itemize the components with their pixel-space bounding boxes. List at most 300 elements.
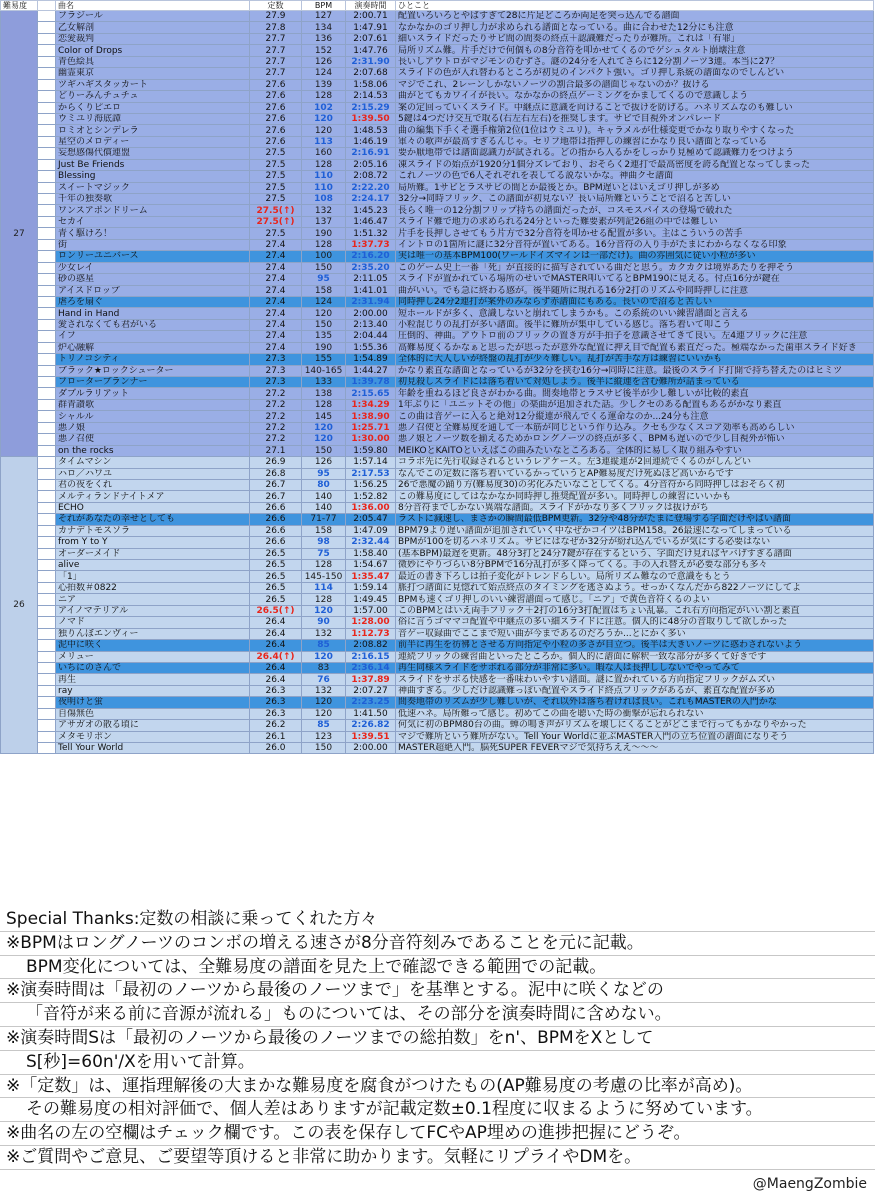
constant-value: 27.6 bbox=[250, 79, 302, 90]
play-time: 1:37.89 bbox=[346, 674, 396, 685]
bpm-value: 150 bbox=[302, 743, 346, 754]
bpm-value: 110 bbox=[302, 182, 346, 193]
bpm-value: 152 bbox=[302, 45, 346, 56]
play-time: 1:41.01 bbox=[346, 285, 396, 296]
play-time: 1:39.78 bbox=[346, 377, 396, 388]
check-cell[interactable] bbox=[38, 537, 56, 548]
bpm-value: 190 bbox=[302, 342, 346, 353]
play-time: 1:36.00 bbox=[346, 502, 396, 513]
song-name: 星空のメロディー bbox=[56, 136, 250, 147]
comment-text: このBPMとはいえ両手フリック＋2打の16分3打配置はちょい乱暴。これ右方向指定がいい割と素直 bbox=[396, 605, 874, 616]
header-check bbox=[38, 1, 56, 11]
song-name: Just Be Friends bbox=[56, 159, 250, 170]
song-name: 独りんぼエンヴィー bbox=[56, 628, 250, 639]
play-time: 1:47.91 bbox=[346, 22, 396, 33]
check-cell[interactable] bbox=[38, 56, 56, 67]
comment-text: 同時押し24分2連打が案外のみならず赤譜面にもある。長いので沼ると苦しい bbox=[396, 296, 874, 307]
song-name: 心拍数＃0822 bbox=[56, 582, 250, 593]
comment-text: 音ゲー収録曲でここまで短い曲が今まであるのだろうか...とにかく多い bbox=[396, 628, 874, 639]
bpm-value: 124 bbox=[302, 296, 346, 307]
bpm-value: 123 bbox=[302, 731, 346, 742]
song-name: Hand in Hand bbox=[56, 308, 250, 319]
bpm-value: 95 bbox=[302, 468, 346, 479]
check-cell[interactable] bbox=[38, 194, 56, 205]
check-cell[interactable] bbox=[38, 560, 56, 571]
check-cell[interactable] bbox=[38, 743, 56, 754]
constant-value: 27.4 bbox=[250, 274, 302, 285]
play-time: 2:24.17 bbox=[346, 194, 396, 205]
constant-value: 26.5 bbox=[250, 594, 302, 605]
table-row bbox=[1, 296, 874, 307]
play-time: 2:15.65 bbox=[346, 388, 396, 399]
header-bpm: BPM bbox=[302, 1, 346, 11]
table-row bbox=[1, 148, 874, 159]
comment-text: マジで難所という難所がない。Tell Your Worldに並ぶMASTER入門の立ち位置の譜面になりそう bbox=[396, 731, 874, 742]
constant-value: 27.4 bbox=[250, 319, 302, 330]
constant-value: 27.3 bbox=[250, 365, 302, 376]
comment-text: 片手を長押しさせてもう片方で32分音符を叩かせる配置が多い。主はこういうの苦手 bbox=[396, 228, 874, 239]
note-line: ※ご質問やご意見、ご要望等頂けると非常に助かります。気軽にリプライやDMを。 bbox=[0, 1146, 875, 1170]
bpm-value: 136 bbox=[302, 33, 346, 44]
table-row bbox=[1, 720, 874, 731]
bpm-value: 113 bbox=[302, 136, 346, 147]
comment-text: 神曲すぎる。少しだけ認識難っぽい配置やスライド終点フリックがあるが、素直な配置が多め bbox=[396, 685, 874, 696]
check-cell[interactable] bbox=[38, 113, 56, 124]
song-name: 再生 bbox=[56, 674, 250, 685]
check-cell[interactable] bbox=[38, 651, 56, 662]
bpm-value: 127 bbox=[302, 11, 346, 22]
play-time: 2:14.53 bbox=[346, 91, 396, 102]
song-name: それがあなたの幸せとしても bbox=[56, 514, 250, 525]
comment-text: 案の定回っていくスライド。中継点に意識を向けることで抜けを防げる。ハネリズムなのも難しい bbox=[396, 102, 874, 113]
check-cell[interactable] bbox=[38, 365, 56, 376]
constant-value: 27.7 bbox=[250, 33, 302, 44]
bpm-value: 155 bbox=[302, 354, 346, 365]
constant-value: 26.0 bbox=[250, 743, 302, 754]
song-name: トリノコシティ bbox=[56, 354, 250, 365]
constant-value: 27.6 bbox=[250, 125, 302, 136]
comment-text: 長らく唯一の12分割フリップ持ちの譜面だったが、コスモスパイスの登場で破れた bbox=[396, 205, 874, 216]
check-cell[interactable] bbox=[38, 342, 56, 353]
check-cell[interactable] bbox=[38, 216, 56, 227]
constant-value: 27.2 bbox=[250, 388, 302, 399]
check-cell[interactable] bbox=[38, 720, 56, 731]
constant-value: 27.5 bbox=[250, 171, 302, 182]
check-cell[interactable] bbox=[38, 491, 56, 502]
table-row bbox=[1, 548, 874, 559]
song-name: 乙女解剖 bbox=[56, 22, 250, 33]
check-cell[interactable] bbox=[38, 399, 56, 410]
note-line: ※「定数」は、運指理解後の大まかな難易度を腐食がつけたもの(AP難易度の考慮の比率が高め)。 bbox=[0, 1075, 875, 1099]
check-cell[interactable] bbox=[38, 331, 56, 342]
check-cell[interactable] bbox=[38, 354, 56, 365]
table-row bbox=[1, 171, 874, 182]
bpm-value: 114 bbox=[302, 582, 346, 593]
check-cell[interactable] bbox=[38, 308, 56, 319]
play-time: 1:37.73 bbox=[346, 239, 396, 250]
comment-text: 低速ハネ。局所難って感じ。初めてこの曲を聴いた時の衝撃が忘れられない bbox=[396, 708, 874, 719]
check-cell[interactable] bbox=[38, 502, 56, 513]
bpm-value: 140-165 bbox=[302, 365, 346, 376]
song-name: メタモリポン bbox=[56, 731, 250, 742]
constant-value: 27.2 bbox=[250, 411, 302, 422]
play-time: 1:35.47 bbox=[346, 571, 396, 582]
play-time: 2:36.14 bbox=[346, 662, 396, 673]
comment-text: 圧倒的、神曲。アウトロ前のフリックの置き方が手拍子を意識させてきて良い。左4連フリックに注意 bbox=[396, 331, 874, 342]
note-line: ※演奏時間Sは「最初のノーツから最後のノーツまでの総拍数」をn'、BPMをXとして bbox=[0, 1027, 875, 1051]
check-cell[interactable] bbox=[38, 45, 56, 56]
constant-value: 27.5(↑) bbox=[250, 205, 302, 216]
check-cell[interactable] bbox=[38, 159, 56, 170]
table-row bbox=[1, 274, 874, 285]
comment-text: 最近の書き下ろしは拍子変化がトレンドらしい。局所リズム難なので意識をもとう bbox=[396, 571, 874, 582]
table-row bbox=[1, 605, 874, 616]
play-time: 2:08.82 bbox=[346, 640, 396, 651]
check-cell[interactable] bbox=[38, 79, 56, 90]
check-cell[interactable] bbox=[38, 731, 56, 742]
comment-text: スライドの色が入れ替わるところが初見のインパクト強い。ゴリ押し系統の譜面なのでしんどい bbox=[396, 68, 874, 79]
song-name: ツギハギスタッカート bbox=[56, 79, 250, 90]
check-cell[interactable] bbox=[38, 102, 56, 113]
song-name: 幽霊東京 bbox=[56, 68, 250, 79]
check-cell[interactable] bbox=[38, 640, 56, 651]
table-row bbox=[1, 365, 874, 376]
constant-value: 27.5 bbox=[250, 194, 302, 205]
check-cell[interactable] bbox=[38, 182, 56, 193]
bpm-value: 120 bbox=[302, 113, 346, 124]
play-time: 1:49.45 bbox=[346, 594, 396, 605]
constant-value: 27.5 bbox=[250, 182, 302, 193]
check-cell[interactable] bbox=[38, 571, 56, 582]
table-row bbox=[1, 205, 874, 216]
play-time: 2:04.44 bbox=[346, 331, 396, 342]
comment-text: 局所難。1サビとラスサビの間とか最後とか。BPM遅いとはいえゴリ押しが多め bbox=[396, 182, 874, 193]
song-name: スイートマジック bbox=[56, 182, 250, 193]
play-time: 2:05.47 bbox=[346, 514, 396, 525]
play-time: 1:59.14 bbox=[346, 582, 396, 593]
check-cell[interactable] bbox=[38, 319, 56, 330]
comment-text: 連続フリックの練習曲といったところか。個人的に譜面に解釈一致な部分が多くて好きです bbox=[396, 651, 874, 662]
check-cell[interactable] bbox=[38, 11, 56, 22]
table-row bbox=[1, 537, 874, 548]
check-cell[interactable] bbox=[38, 685, 56, 696]
bpm-value: 128 bbox=[302, 399, 346, 410]
bpm-value: 134 bbox=[302, 22, 346, 33]
constant-value: 27.4 bbox=[250, 331, 302, 342]
table-row bbox=[1, 33, 874, 44]
constant-value: 26.4 bbox=[250, 617, 302, 628]
constant-value: 26.3 bbox=[250, 697, 302, 708]
song-name: いちにのさんで bbox=[56, 662, 250, 673]
check-cell[interactable] bbox=[38, 205, 56, 216]
bpm-value: 140 bbox=[302, 491, 346, 502]
play-time: 1:55.36 bbox=[346, 342, 396, 353]
song-name: 泥中に咲く bbox=[56, 640, 250, 651]
bpm-value: 158 bbox=[302, 285, 346, 296]
comment-text: 要か厭地帯では譜面認識力が試される。どの指から入るかをしっかり見極めて認識難力をつけよう bbox=[396, 148, 874, 159]
table-row bbox=[1, 674, 874, 685]
table-row bbox=[1, 45, 874, 56]
play-time: 1:47.76 bbox=[346, 45, 396, 56]
play-time: 1:52.82 bbox=[346, 491, 396, 502]
comment-text: これノーツの色で6人それぞれを表してる説ないかな。神曲クセ譜面 bbox=[396, 171, 874, 182]
comment-text: 5鍵は4つだけ交互で取る(右左右左右)を推奨します。サビで目視外オンパレード bbox=[396, 113, 874, 124]
constant-value: 26.3 bbox=[250, 685, 302, 696]
table-row bbox=[1, 228, 874, 239]
song-name: on the rocks bbox=[56, 445, 250, 456]
song-name: フローターブランナー bbox=[56, 377, 250, 388]
comment-text: この曲は音ゲーに入ると絶対12分縦連が飛んでくる運命なのか...24分も注意 bbox=[396, 411, 874, 422]
check-cell[interactable] bbox=[38, 674, 56, 685]
table-row bbox=[1, 434, 874, 445]
song-name: ノマド bbox=[56, 617, 250, 628]
constant-value: 26.4 bbox=[250, 640, 302, 651]
comment-text: 高難易度くるかなぁと思ったが思ったが意外な配置に押え目で配置も素直だった。極端なかった歯車スライド好き bbox=[396, 342, 874, 353]
check-cell[interactable] bbox=[38, 605, 56, 616]
song-name: メルティランドナイトメア bbox=[56, 491, 250, 502]
check-cell[interactable] bbox=[38, 662, 56, 673]
constant-value: 27.8 bbox=[250, 22, 302, 33]
table-row bbox=[1, 594, 874, 605]
check-cell[interactable] bbox=[38, 582, 56, 593]
note-line: 「音符が来る前に音源が流れる」ものについては、その部分を演奏時間に含めない。 bbox=[0, 1003, 875, 1027]
play-time: 1:44.27 bbox=[346, 365, 396, 376]
check-cell[interactable] bbox=[38, 457, 56, 468]
table-row bbox=[1, 445, 874, 456]
bpm-value: 95 bbox=[302, 274, 346, 285]
table-row bbox=[1, 377, 874, 388]
table-row bbox=[1, 354, 874, 365]
song-name: 愛されなくても君がいる bbox=[56, 319, 250, 330]
play-time: 1:57.14 bbox=[346, 457, 396, 468]
constant-value: 26.7 bbox=[250, 479, 302, 490]
bpm-value: 120 bbox=[302, 308, 346, 319]
comment-text: 全体的に大人しいが終盤の乱打が少々難しい。乱打が苦手な方は練習にいいかも bbox=[396, 354, 874, 365]
play-time: 2:26.82 bbox=[346, 720, 396, 731]
bpm-value: 158 bbox=[302, 525, 346, 536]
song-name: 悪ノ召使 bbox=[56, 434, 250, 445]
song-name: alive bbox=[56, 560, 250, 571]
bpm-value: 128 bbox=[302, 594, 346, 605]
constant-value: 27.6 bbox=[250, 136, 302, 147]
table-row bbox=[1, 697, 874, 708]
bpm-value: 120 bbox=[302, 434, 346, 445]
bpm-value: 120 bbox=[302, 125, 346, 136]
check-cell[interactable] bbox=[38, 68, 56, 79]
table-row bbox=[1, 91, 874, 102]
check-cell[interactable] bbox=[38, 697, 56, 708]
check-cell[interactable] bbox=[38, 251, 56, 262]
table-row bbox=[1, 731, 874, 742]
comment-text: 再生同様スライドをサボれる部分が非常に多い。暇な人は長押ししないでやってみて bbox=[396, 662, 874, 673]
song-name: どりーみんチュチュ bbox=[56, 91, 250, 102]
table-row bbox=[1, 22, 874, 33]
check-cell[interactable] bbox=[38, 445, 56, 456]
check-cell[interactable] bbox=[38, 274, 56, 285]
comment-text: 32分→同時フリック、この譜面が初見ない？長い局所難ということで沼ると苦しい bbox=[396, 194, 874, 205]
bpm-value: 98 bbox=[302, 537, 346, 548]
table-row bbox=[1, 136, 874, 147]
play-time: 2:22.20 bbox=[346, 182, 396, 193]
constant-value: 27.5 bbox=[250, 148, 302, 159]
play-time: 1:54.89 bbox=[346, 354, 396, 365]
comment-text: マジでこれ、2レーンしかないノーツの割合最多の譜面じゃないのか？抜ける bbox=[396, 79, 874, 90]
comment-text: 何気に初のBPM80台の曲。蝉の鳴き声がリズムを壊しにくることがどこまで行ってもかなりやかった bbox=[396, 720, 874, 731]
song-name: 恋愛裁判 bbox=[56, 33, 250, 44]
song-name: からくりピエロ bbox=[56, 102, 250, 113]
table-row bbox=[1, 662, 874, 673]
table-row bbox=[1, 342, 874, 353]
comment-text: BPMも速くゴリ押しのいい練習譜面って感じ。「ニア」で黄色音符くるのよい bbox=[396, 594, 874, 605]
check-cell[interactable] bbox=[38, 285, 56, 296]
table-row bbox=[1, 239, 874, 250]
header-song: 曲名 bbox=[56, 1, 250, 11]
check-cell[interactable] bbox=[38, 125, 56, 136]
constant-value: 27.3 bbox=[250, 377, 302, 388]
table-row bbox=[1, 182, 874, 193]
song-name: イフ bbox=[56, 331, 250, 342]
comment-text: MEIKOとKAITOといえばこの曲みたいなところある。全体的に易しく取り組みやすい bbox=[396, 445, 874, 456]
constant-value: 27.4 bbox=[250, 262, 302, 273]
bpm-value: 135 bbox=[302, 331, 346, 342]
comment-text: 年齢を重ねるほど良さがわかる曲。間奏地帯とラスサビ後半が少し難しいが比較的素直 bbox=[396, 388, 874, 399]
song-name: 青く駆けろ！ bbox=[56, 228, 250, 239]
play-time: 1:58.40 bbox=[346, 548, 396, 559]
song-name: 炉心融解 bbox=[56, 342, 250, 353]
check-cell[interactable] bbox=[38, 148, 56, 159]
play-time: 1:46.47 bbox=[346, 216, 396, 227]
song-name: 君の夜をくれ bbox=[56, 479, 250, 490]
comment-text: 細いスライドだったりサビ間の間奏の終点＋認識難だったりが難所。これは「有罪」 bbox=[396, 33, 874, 44]
check-cell[interactable] bbox=[38, 617, 56, 628]
song-name: フラジール bbox=[56, 11, 250, 22]
check-cell[interactable] bbox=[38, 708, 56, 719]
note-line: その難易度の相対評価で、個人差はありますが記載定数±0.1程度に収まるように努めています。 bbox=[0, 1098, 875, 1122]
constant-value: 26.9 bbox=[250, 457, 302, 468]
play-time: 2:31.94 bbox=[346, 296, 396, 307]
table-row bbox=[1, 79, 874, 90]
check-cell[interactable] bbox=[38, 377, 56, 388]
bpm-value: 132 bbox=[302, 685, 346, 696]
play-time: 1:30.00 bbox=[346, 434, 396, 445]
bpm-value: 120 bbox=[302, 708, 346, 719]
song-name: 「1」 bbox=[56, 571, 250, 582]
check-cell[interactable] bbox=[38, 388, 56, 399]
check-cell[interactable] bbox=[38, 468, 56, 479]
check-cell[interactable] bbox=[38, 22, 56, 33]
comment-text: 微妙にやりづらい8分BPMで16分乱打が多く降ってくる。手の入れ替えが必要な部分も多々 bbox=[396, 560, 874, 571]
table-row bbox=[1, 651, 874, 662]
table-row bbox=[1, 514, 874, 525]
table-row bbox=[1, 251, 874, 262]
check-cell[interactable] bbox=[38, 228, 56, 239]
bpm-value: 102 bbox=[302, 102, 346, 113]
check-cell[interactable] bbox=[38, 171, 56, 182]
play-time: 1:46.19 bbox=[346, 136, 396, 147]
bpm-value: 85 bbox=[302, 720, 346, 731]
table-row bbox=[1, 491, 874, 502]
comment-text: MASTER超絶入門。脳死SUPER FEVERマジで気持ちええ〜〜〜 bbox=[396, 743, 874, 754]
song-name: 少女レイ bbox=[56, 262, 250, 273]
note-line: BPM変化については、全難易度の譜面を見た上で確認できる範囲での記載。 bbox=[0, 956, 875, 980]
check-cell[interactable] bbox=[38, 525, 56, 536]
bpm-value: 190 bbox=[302, 228, 346, 239]
play-time: 1:45.23 bbox=[346, 205, 396, 216]
song-name: メリュー bbox=[56, 651, 250, 662]
bpm-value: 108 bbox=[302, 194, 346, 205]
bpm-value: 90 bbox=[302, 617, 346, 628]
play-time: 1:34.29 bbox=[346, 399, 396, 410]
play-time: 2:17.53 bbox=[346, 468, 396, 479]
check-cell[interactable] bbox=[38, 296, 56, 307]
bpm-value: 160 bbox=[302, 148, 346, 159]
play-time: 1:57.00 bbox=[346, 605, 396, 616]
check-cell[interactable] bbox=[38, 91, 56, 102]
bpm-value: 137 bbox=[302, 216, 346, 227]
song-name: アイノマテリアル bbox=[56, 605, 250, 616]
check-cell[interactable] bbox=[38, 411, 56, 422]
bpm-value: 120 bbox=[302, 422, 346, 433]
song-name: Color of Drops bbox=[56, 45, 250, 56]
song-name: 千年の独奏歌 bbox=[56, 194, 250, 205]
comment-text: 26で悪魔の踊り方(難易度30)の劣化みたいなことしてくる。4分音符から同時押しはおそらく初 bbox=[396, 479, 874, 490]
song-name: アサガオの散る頃に bbox=[56, 720, 250, 731]
table-row bbox=[1, 388, 874, 399]
song-name: 悪ノ娘 bbox=[56, 422, 250, 433]
check-cell[interactable] bbox=[38, 422, 56, 433]
constant-value: 26.1 bbox=[250, 731, 302, 742]
comment-text: 凍スライドの始点が1920分1個分ズレており、おそらく2連打で最高密度を誇る配置となってしまった bbox=[396, 159, 874, 170]
comment-text: 短ホールドが多く、意識しないと崩れてしまうかも。この系統のいい練習譜面と言える bbox=[396, 308, 874, 319]
bpm-value: 138 bbox=[302, 388, 346, 399]
comment-text: コラボ先に先行収録されるというレアケース。左3連縦連が2回連続でくるのがしんどい bbox=[396, 457, 874, 468]
check-cell[interactable] bbox=[38, 262, 56, 273]
check-cell[interactable] bbox=[38, 434, 56, 445]
song-name: 群青讃歌 bbox=[56, 399, 250, 410]
comment-text: この難易度にしてはなかなか同時押し推奨配置が多い。同時押しの練習にいいかも bbox=[396, 491, 874, 502]
constant-value: 27.5 bbox=[250, 228, 302, 239]
check-cell[interactable] bbox=[38, 136, 56, 147]
constant-value: 26.6 bbox=[250, 514, 302, 525]
bpm-value: 126 bbox=[302, 56, 346, 67]
play-time: 2:07.68 bbox=[346, 68, 396, 79]
song-name: ウミユリ海底譚 bbox=[56, 113, 250, 124]
song-name: オーダーメイド bbox=[56, 548, 250, 559]
table-row bbox=[1, 479, 874, 490]
play-time: 2:13.40 bbox=[346, 319, 396, 330]
check-cell[interactable] bbox=[38, 594, 56, 605]
bpm-value: 132 bbox=[302, 205, 346, 216]
check-cell[interactable] bbox=[38, 514, 56, 525]
constant-value: 27.2 bbox=[250, 422, 302, 433]
table-row bbox=[1, 331, 874, 342]
check-cell[interactable] bbox=[38, 239, 56, 250]
check-cell[interactable] bbox=[38, 628, 56, 639]
table-row bbox=[1, 11, 874, 22]
bpm-value: 145-150 bbox=[302, 571, 346, 582]
comment-text: スライド難で地力の求められる24分といった難要素が列記26組の中では難しい bbox=[396, 216, 874, 227]
bpm-value: 76 bbox=[302, 674, 346, 685]
song-name: 青色絵具 bbox=[56, 56, 250, 67]
check-cell[interactable] bbox=[38, 548, 56, 559]
check-cell[interactable] bbox=[38, 33, 56, 44]
check-cell[interactable] bbox=[38, 479, 56, 490]
play-time: 1:51.32 bbox=[346, 228, 396, 239]
comment-text: 曲がいい。でも急に終わる感が。後半随所に現れる16分2打のリズムや同時押しに注意 bbox=[396, 285, 874, 296]
play-time: 2:00.00 bbox=[346, 308, 396, 319]
constant-value: 26.7 bbox=[250, 491, 302, 502]
table-row bbox=[1, 628, 874, 639]
